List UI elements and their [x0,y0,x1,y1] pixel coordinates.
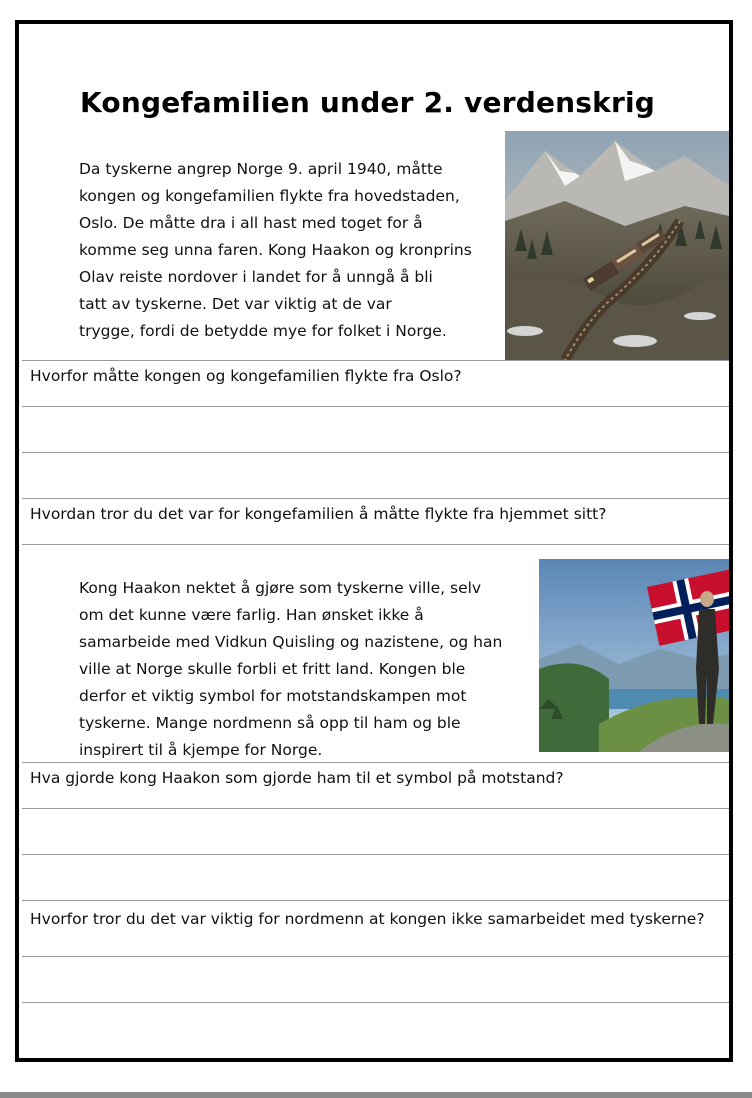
resistance-paragraph [79,575,534,764]
text-line: tyskerne. Mange nordmenn så opp til ham og ble [79,714,461,732]
text-line: kongen og kongefamilien flykte fra hovedstaden, [79,187,460,205]
question-row: Hvorfor måtte kongen og kongefamilien flykte fra Oslo? [22,360,729,406]
intro-paragraph [79,156,509,345]
answer-line[interactable] [22,1002,729,1048]
worksheet-page [15,20,733,1062]
text-line: inspirert til å kjempe for Norge. [79,741,323,759]
text-line: derfor et viktig symbol for motstandskampen mot [79,687,467,705]
train-mountain-illustration [505,131,729,360]
text-line: om det kunne være farlig. Han ønsket ikke å [79,606,424,624]
text-line: samarbeide med Vidkun Quisling og nazistene, og han [79,633,503,651]
text-line: komme seg unna faren. Kong Haakon og kronprins [79,241,472,259]
text-line: Kong Haakon nektet å gjøre som tyskerne ville, selv [79,579,482,597]
text-line: trygge, fordi de betydde mye for folket i Norge. [79,322,447,340]
text-line: Oslo. De måtte dra i all hast med toget for å [79,214,423,232]
question-table-2 [22,762,729,1048]
answer-line[interactable] [22,808,729,854]
answer-line[interactable] [22,854,729,900]
text-line: Olav reiste nordover i landet for å unngå å bli [79,268,433,286]
text-line: Da tyskerne angrep Norge 9. april 1940, måtte [79,160,443,178]
text-line: ville at Norge skulle forbli et fritt land. Kongen ble [79,660,466,678]
question-table-1 [22,360,729,549]
text-line: tatt av tyskerne. Det var viktig at de var [79,295,392,313]
question-row: Hvorfor tror du det var viktig for nordmenn at kongen ikke samarbeidet med tyskerne? [22,900,729,956]
king-flag-fjord-illustration [539,559,729,752]
answer-line[interactable] [22,452,729,498]
question-row: Hva gjorde kong Haakon som gjorde ham til et symbol på motstand? [22,762,729,808]
question-row: Hvordan tror du det var for kongefamilien å måtte flykte fra hjemmet sitt? [22,498,729,544]
answer-line[interactable] [22,544,729,549]
page-title: Kongefamilien under 2. verdenskrig [80,86,656,119]
answer-line[interactable] [22,406,729,452]
page-bottom-edge [0,1092,752,1098]
answer-line[interactable] [22,956,729,1002]
